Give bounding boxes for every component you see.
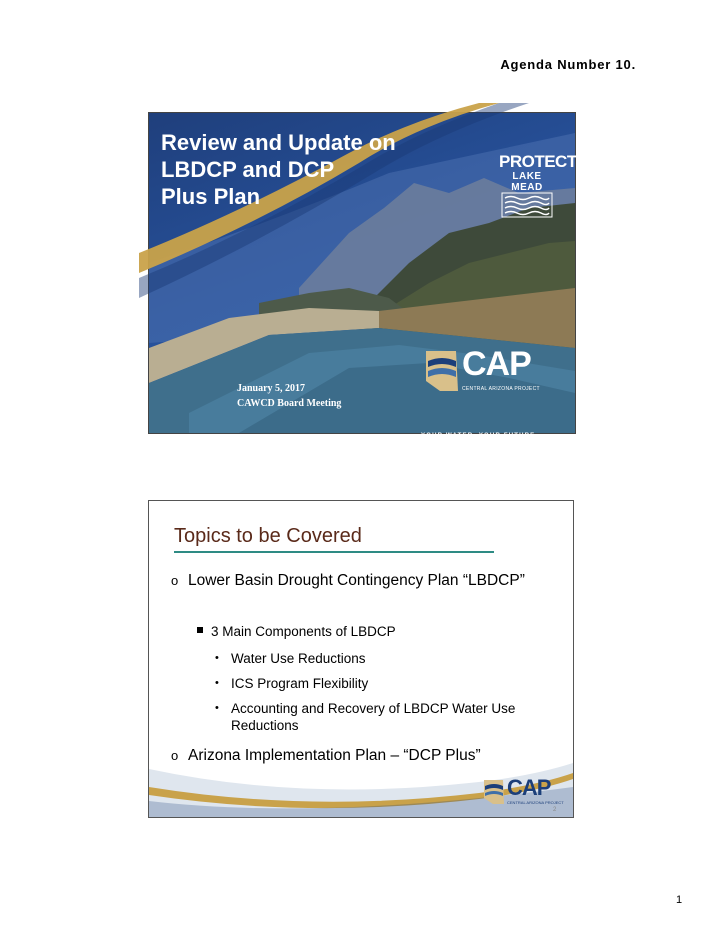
meeting-date: January 5, 2017 bbox=[237, 383, 306, 394]
bullet-dcp-plus: o Arizona Implementation Plan – “DCP Plus” bbox=[171, 747, 481, 764]
slide1-title: Review and Update on LBDCP and DCP Plus Plan bbox=[161, 130, 396, 209]
title-underline bbox=[174, 551, 494, 553]
meeting-info bbox=[237, 381, 341, 411]
cap-tagline: YOUR WATER. YOUR FUTURE. bbox=[421, 433, 539, 439]
dot-bullet-icon: • bbox=[215, 652, 219, 664]
list-item: • Water Use Reductions bbox=[215, 651, 366, 666]
cap-logo-small: CAP CENTRAL ARIZONA PROJECT bbox=[483, 779, 555, 805]
slide-number: 2 bbox=[553, 807, 557, 813]
dot-bullet-icon: • bbox=[215, 677, 219, 689]
slide2-title: Topics to be Covered bbox=[174, 525, 362, 547]
circle-bullet-icon: o bbox=[171, 748, 179, 763]
arizona-state-icon bbox=[424, 349, 460, 393]
dot-bullet-icon: • bbox=[215, 702, 219, 714]
topics-slide bbox=[148, 500, 574, 818]
agenda-number: Agenda Number 10. bbox=[500, 57, 636, 72]
arizona-state-icon bbox=[483, 779, 505, 805]
page-number: 1 bbox=[676, 894, 683, 906]
title-slide: Review and Update on LBDCP and DCP Plus Plan PROTECT LAKE MEAD January 5, 2017 CAWCD Board Meeting CAP CENTRAL ARIZONA PROJECT YOUR WATER. YOUR FUTURE. bbox=[148, 112, 576, 434]
protect-lake-mead-logo: PROTECT LAKE MEAD bbox=[499, 153, 555, 222]
sub-bullet-components: 3 Main Components of LBDCP bbox=[197, 623, 396, 640]
meeting-name: CAWCD Board Meeting bbox=[237, 398, 342, 409]
bullet-lbdcp: o Lower Basin Drought Contingency Plan “LBDCP” bbox=[171, 572, 525, 589]
list-item: • ICS Program Flexibility bbox=[215, 676, 369, 691]
list-item: • Accounting and Recovery of LBDCP Water Use Reductions bbox=[215, 701, 516, 733]
square-bullet-icon bbox=[197, 627, 203, 633]
circle-bullet-icon: o bbox=[171, 573, 179, 588]
water-waves-icon bbox=[502, 193, 552, 217]
